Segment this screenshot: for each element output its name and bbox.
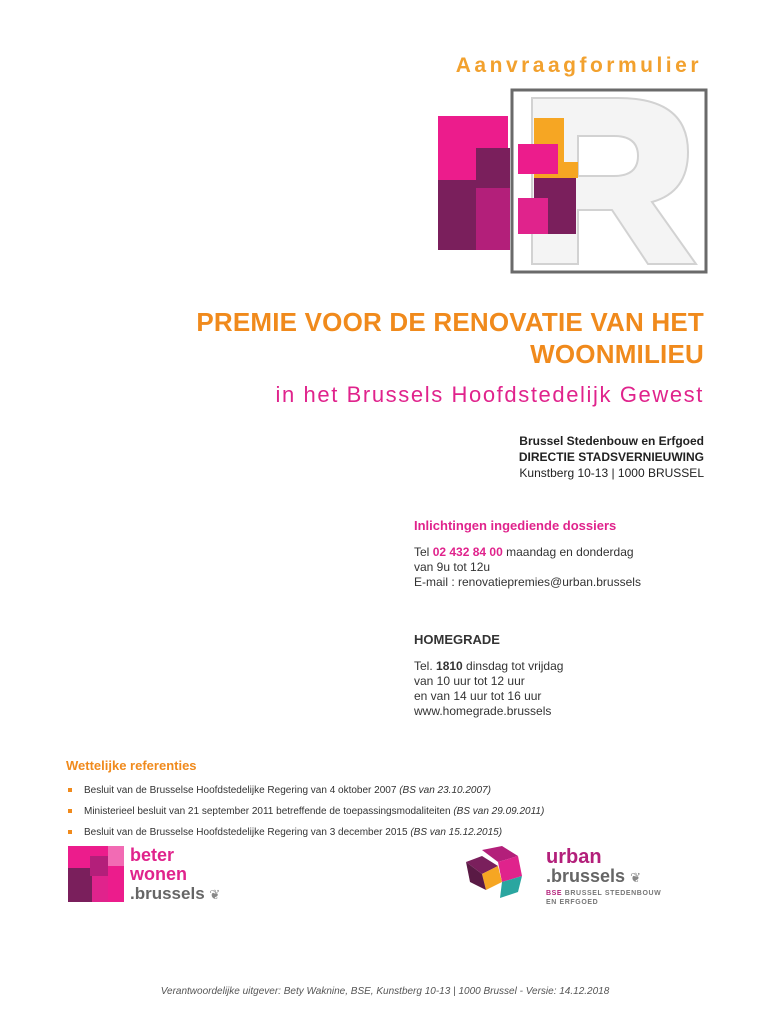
urban-bse: BSE [546, 890, 563, 897]
homegrade-heading: HOMEGRADE [414, 632, 500, 647]
form-kind-label: Aanvraagformulier [455, 54, 702, 77]
urban-subline [546, 889, 661, 907]
beterwonen-wordmark [130, 846, 187, 884]
phone-days: dinsdag tot vrijdag [462, 659, 564, 673]
hero-r-graphic [438, 88, 708, 274]
urban-wordmark: urban [546, 846, 602, 868]
organisation-department: DIRECTIE STADSVERNIEUWING [518, 450, 704, 464]
urban-sub2: EN ERFGOED [546, 899, 599, 906]
homegrade-hours-2: en van 14 uur tot 16 uur [414, 689, 542, 703]
reference-text: Besluit van de Brusselse Hoofdstedelijke Regering van 4 oktober 2007 [84, 785, 400, 796]
urban-brussels [546, 866, 641, 887]
reference-text: Besluit van de Brusselse Hoofdstedelijke Regering van 3 december 2015 [84, 827, 411, 838]
main-title-line2: WOONMILIEU [530, 339, 704, 369]
phone-prefix: Tel [414, 545, 433, 559]
homegrade-hours-1: van 10 uur tot 12 uur [414, 674, 525, 688]
organisation-address: Kunstberg 10-13 | 1000 BRUSSEL [519, 466, 704, 480]
beterwonen-line2: wonen [130, 864, 187, 884]
main-title [104, 306, 704, 370]
reference-citation: (BS van 23.10.2007) [399, 785, 491, 796]
main-title-line1: PREMIE VOOR DE RENOVATIE VAN HET [196, 307, 704, 337]
organisation-name: Brussel Stedenbouw en Erfgoed [519, 434, 704, 448]
hearts-icon: ❦ [630, 870, 641, 885]
legal-references-list [66, 780, 706, 843]
organisation-block [519, 433, 704, 481]
list-item [66, 801, 706, 822]
list-item [66, 780, 706, 801]
homegrade-phone-line [414, 659, 563, 674]
dossiers-phone[interactable]: 02 432 84 00 [432, 545, 503, 559]
contact-dossiers-block [414, 518, 641, 590]
reference-text: Ministerieel besluit van 21 september 2011 betreffende de toepassingsmodaliteiten [84, 806, 454, 817]
list-item [66, 822, 706, 843]
beterwonen-logo-icon [68, 846, 124, 902]
contact-dossiers-heading: Inlichtingen ingediende dossiers [414, 518, 617, 533]
legal-references-heading: Wettelijke referenties [66, 758, 197, 773]
footer-publisher: Verantwoordelijke uitgever: Bety Waknine, BSE, Kunstberg 10-13 | 1000 Brussel - Versie: 14.12.2018 [160, 986, 610, 997]
homegrade-block [414, 632, 563, 719]
phone-prefix: Tel. [414, 659, 437, 673]
legal-references [66, 758, 706, 843]
phone-days: maandag en donderdag [502, 545, 634, 559]
homegrade-phone[interactable]: 1810 [436, 659, 463, 673]
contact-dossiers-hours: van 9u tot 12u [414, 560, 491, 574]
urban-line2: .brussels [546, 866, 626, 886]
beterwonen-line1: beter [130, 845, 175, 865]
hearts-icon: ❦ [209, 887, 221, 902]
reference-citation: (BS van 29.09.2011) [453, 806, 545, 817]
beterwonen-line3: .brussels [130, 884, 205, 903]
contact-dossiers-phone-line [414, 545, 641, 560]
urban-sub1: BRUSSEL STEDENBOUW [562, 890, 662, 897]
urban-logo-icon [462, 846, 526, 902]
reference-citation: (BS van 15.12.2015) [410, 827, 503, 838]
subtitle: in het Brussels Hoofdstedelijk Gewest [275, 382, 704, 407]
beterwonen-brussels [130, 884, 220, 904]
homegrade-website[interactable]: www.homegrade.brussels [414, 704, 552, 718]
contact-dossiers-email[interactable]: E-mail : renovatiepremies@urban.brussels [414, 575, 641, 589]
